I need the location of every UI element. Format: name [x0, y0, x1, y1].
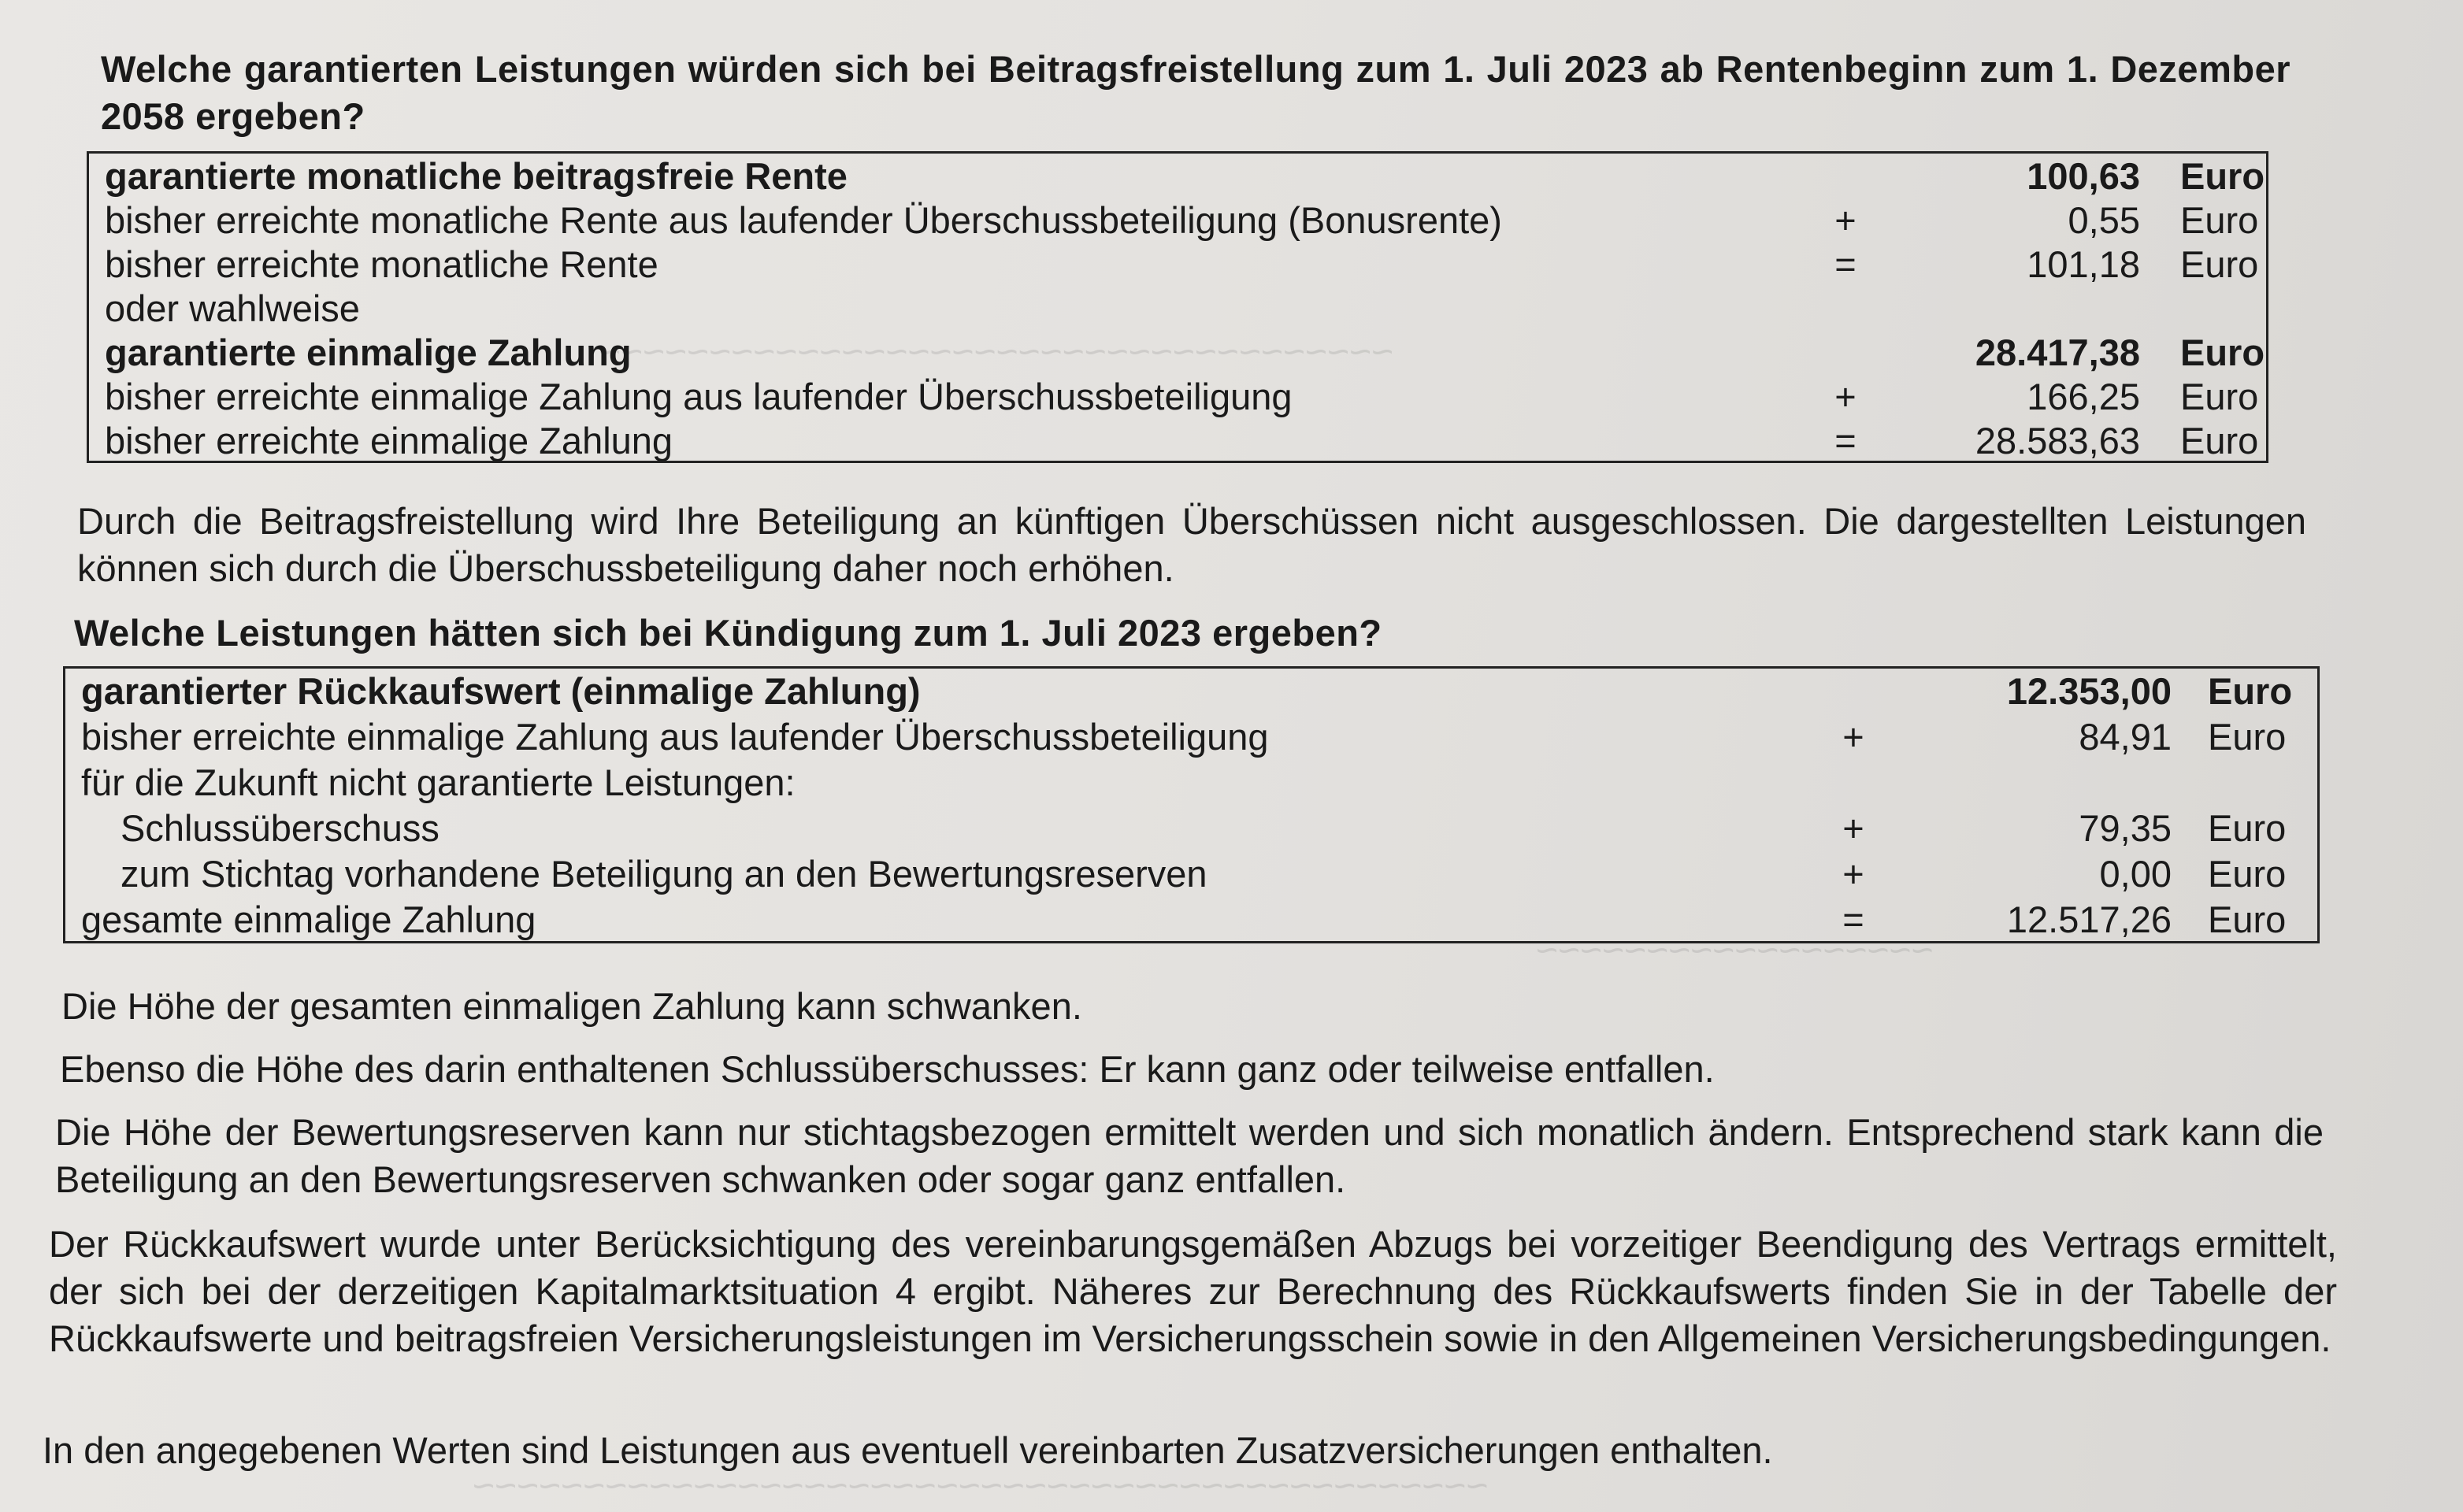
row-label: garantierte einmalige Zahlung [105, 332, 632, 373]
row-currency: Euro [2180, 332, 2265, 373]
row-label: garantierter Rückkaufswert (einmalige Zahlung) [81, 670, 921, 712]
paragraph-beitragsfreistellung-note: Durch die Beitragsfreistellung wird Ihre Beteiligung an künftigen Überschüssen nicht ausgeschlossen. Die dargestellten Leistungen können sich durch die Überschussbeteiligung daher noch erhöhen. [77, 500, 2306, 589]
table-row [65, 897, 2317, 942]
paragraph-schwankung: Die Höhe der gesamten einmaligen Zahlung kann schwanken. [61, 985, 1082, 1027]
table-row [65, 714, 2317, 759]
table-row [89, 330, 2266, 375]
row-currency: Euro [2180, 376, 2259, 417]
row-amount: 79,35 [2079, 807, 2172, 849]
row-currency: Euro [2208, 716, 2287, 758]
row-currency: Euro [2180, 155, 2265, 197]
table-kuendigung [63, 666, 2320, 943]
row-amount: 0,55 [2068, 199, 2140, 241]
row-currency: Euro [2208, 853, 2287, 895]
row-currency: Euro [2208, 670, 2293, 712]
row-currency: Euro [2208, 899, 2287, 940]
row-amount: 100,63 [2027, 155, 2140, 197]
row-operator: = [1834, 420, 1857, 461]
table-row [89, 154, 2266, 198]
table-row [89, 374, 2266, 419]
table-row [65, 851, 2317, 896]
table-row [65, 760, 2317, 805]
row-currency: Euro [2208, 807, 2287, 849]
row-operator: + [1834, 376, 1857, 417]
row-label: Schlussüberschuss [121, 807, 440, 849]
row-operator: = [1842, 899, 1864, 940]
paragraph-schlussueberschuss: Ebenso die Höhe des darin enthaltenen Schlussüberschusses: Er kann ganz oder teilweise entfallen. [60, 1048, 1715, 1090]
row-amount: 12.353,00 [2006, 670, 2172, 712]
table-row [89, 286, 2266, 331]
table-row [89, 198, 2266, 243]
row-label: gesamte einmalige Zahlung [81, 899, 536, 940]
table-row [89, 242, 2266, 287]
row-label: bisher erreichte einmalige Zahlung aus laufender Überschussbeteiligung [105, 376, 1293, 417]
row-label: für die Zukunft nicht garantierte Leistungen: [81, 762, 796, 803]
row-operator: + [1842, 807, 1864, 849]
row-label: bisher erreichte einmalige Zahlung [105, 420, 673, 461]
row-label: bisher erreichte monatliche Rente aus laufender Überschussbeteiligung (Bonusrente) [105, 199, 1502, 241]
row-operator: = [1834, 243, 1857, 285]
row-operator: + [1842, 716, 1864, 758]
bleed-through-text: ~~~~~~~~~~~~~~~~~~~~~~~~~~~~~~~~~~~~ [599, 332, 1394, 373]
table-row [65, 669, 2317, 713]
bleed-through-text: ~~~~~~~~~~~~~~~~~~~~~~~~~~~~~~~~~~~~~~~~~~~~~~ [473, 1466, 1489, 1507]
paragraph-rueckkaufswert: Der Rückkaufswert wurde unter Berücksichtigung des vereinbarungsgemäßen Abzugs bei vorzeitiger Beendigung des Vertrags ermittelt, der sich bei der derzeitigen Kapitalmarktsituation 4 ergibt. Näheres zur Berechnung des Rückkaufswerts finden Sie in der Tabelle der Rückkaufswerte und beitragsfreien Versicherungsleistungen im Versicherungsschein sowie in den Allgemeinen Versicherungsbedingungen. [49, 1223, 2337, 1359]
paragraph-zusatzversicherungen: In den angegebenen Werten sind Leistungen aus eventuell vereinbarten Zusatzversicherungen enthalten. [43, 1429, 1773, 1471]
row-operator: + [1842, 853, 1864, 895]
row-currency: Euro [2180, 420, 2259, 461]
row-amount: 28.583,63 [1975, 420, 2140, 461]
row-amount: 84,91 [2079, 716, 2172, 758]
row-currency: Euro [2180, 199, 2259, 241]
row-label: bisher erreichte monatliche Rente [105, 243, 658, 285]
question-1-heading: Welche garantierten Leistungen würden sich bei Beitragsfreistellung zum 1. Juli 2023 ab Rentenbeginn zum 1. Dezember 2058 ergeben? [101, 48, 2291, 137]
question-2-heading: Welche Leistungen hätten sich bei Kündigung zum 1. Juli 2023 ergeben? [74, 612, 1382, 654]
row-amount: 0,00 [2099, 853, 2172, 895]
bleed-through-text: ~~~~~~~~~~~~~~~~~~ [1536, 930, 1934, 972]
row-currency: Euro [2180, 243, 2259, 285]
row-label: bisher erreichte einmalige Zahlung aus laufender Überschussbeteiligung [81, 716, 1269, 758]
row-label: oder wahlweise [105, 287, 360, 329]
row-operator: + [1834, 199, 1857, 241]
row-amount: 12.517,26 [2006, 899, 2172, 940]
paragraph-bewertungsreserven: Die Höhe der Bewertungsreserven kann nur stichtagsbezogen ermittelt werden und sich monatlich ändern. Entsprechend stark kann die Beteiligung an den Bewertungsreserven schwanken oder sogar ganz entfallen. [55, 1111, 2324, 1200]
row-amount: 28.417,38 [1975, 332, 2140, 373]
row-amount: 101,18 [2027, 243, 2140, 285]
row-label: zum Stichtag vorhandene Beteiligung an den Bewertungsreserven [121, 853, 1207, 895]
table-row [65, 806, 2317, 850]
row-amount: 166,25 [2027, 376, 2140, 417]
row-label: garantierte monatliche beitragsfreie Rente [105, 155, 848, 197]
table-beitragsfreistellung [87, 151, 2268, 463]
table-row [89, 418, 2266, 463]
